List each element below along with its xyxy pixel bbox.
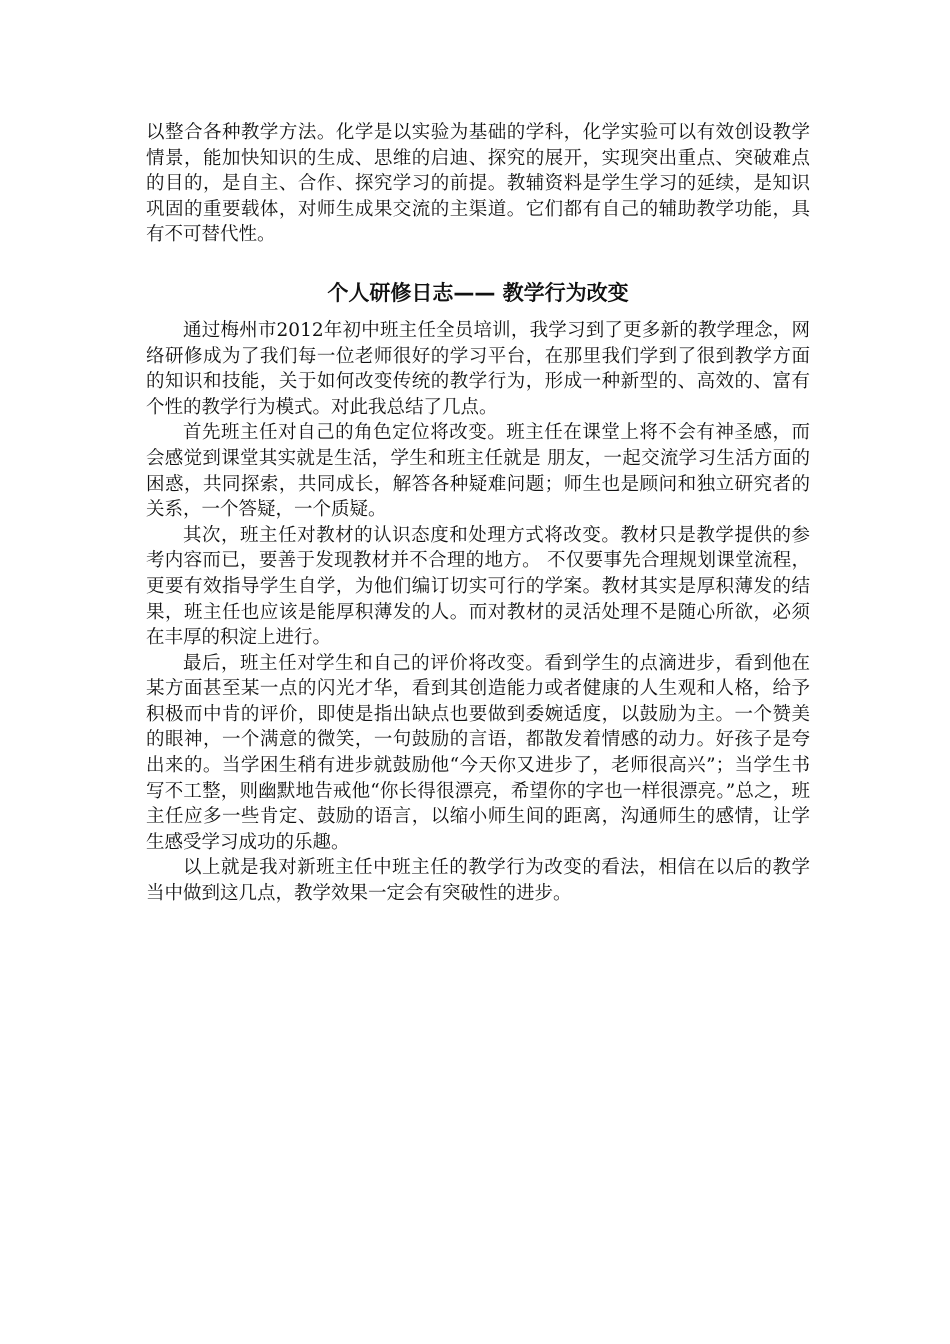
body-paragraph: 其次，班主任对教材的认识态度和处理方式将改变。教材只是教学提供的参考内容而已，要善于发现教材并不合理的地方。 不仅要事先合理规划课堂流程，更要有效指导学生自学，为他们编订切实可行的学案。教材其实是厚积薄发的结果，班主任也应该是能厚积薄发的人。而对教材的灵活处理不是随心所欲，必须在丰厚的积淀上进行。 (146, 524, 810, 649)
body-paragraph: 通过梅州市2012年初中班主任全员培训，我学习到了更多新的教学理念，网络研修成为了我们每一位老师很好的学习平台，在那里我们学到了很到教学方面的知识和技能，关于如何改变传统的教学行为，形成一种新型的、高效的、富有个性的教学行为模式。对此我总结了几点。 (146, 319, 810, 418)
body-paragraph: 最后，班主任对学生和自己的评价将改变。看到学生的点滴进步，看到他在某方面甚至某一点的闪光才华，看到其创造能力或者健康的人生观和人格，给予积极而中肯的评价，即使是指出缺点也要做到委婉适度，以鼓励为主。一个赞美的眼神，一个满意的微笑，一句鼓励的言语，都散发着情感的动力。好孩子是夸出来的。当学困生稍有进步就鼓励他“今天你又进步了，老师很高兴”；当学生书写不工整，则幽默地告戒他“你长得很漂亮，希望你的字也一样很漂亮。”总之，班主任应多一些肯定、鼓励的语言，以缩小师生间的距离，沟通师生的感情，让学生感受学习成功的乐趣。 (146, 652, 810, 853)
body-paragraph: 以上就是我对新班主任中班主任的教学行为改变的看法，相信在以后的教学当中做到这几点，教学效果一定会有突破性的进步。 (146, 857, 810, 905)
intro-paragraph: 以整合各种教学方法。化学是以实验为基础的学科，化学实验可以有效创设教学情景，能加快知识的生成、思维的启迪、探究的展开，实现突出重点、突破难点的目的，是自主、合作、探究学习的前提。教辅资料是学生学习的延续，是知识巩固的重要载体，对师生成果交流的主渠道。它们都有自己的辅助教学功能，具有不可替代性。 (146, 122, 810, 246)
body-paragraph: 首先班主任对自己的角色定位将改变。班主任在课堂上将不会有神圣感，而会感觉到课堂其实就是生活，学生和班主任就是 朋友，一起交流学习生活方面的困惑，共同探索，共同成长，解答各种疑难问题；师生也是顾问和独立研究者的关系，一个答疑，一个质疑。 (146, 422, 810, 521)
document-body (146, 120, 810, 907)
page-title: 个人研修日志—— 教学行为改变 (327, 280, 629, 305)
